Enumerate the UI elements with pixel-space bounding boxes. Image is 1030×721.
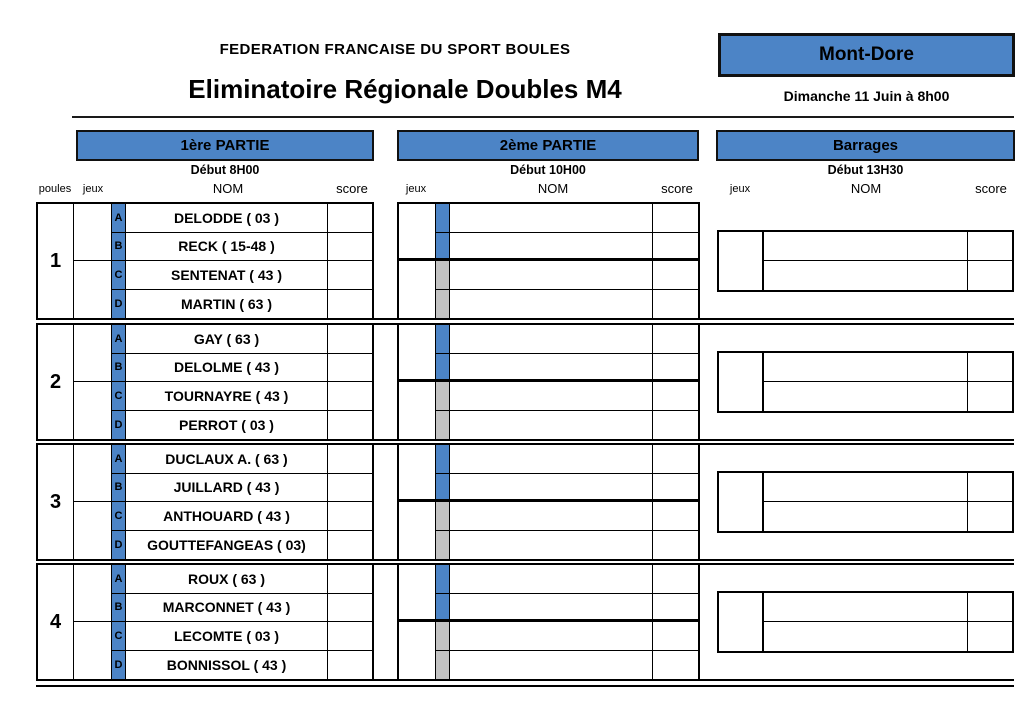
- player-name-cell: DELODDE ( 03 ): [126, 204, 328, 233]
- player-name-cell: DUCLAUX A. ( 63 ): [126, 445, 328, 474]
- name-cell-empty: [450, 411, 653, 440]
- score-cell: [328, 531, 372, 560]
- jeux-cell: [399, 204, 436, 261]
- jeux-cell: [399, 565, 436, 622]
- player-name-cell: BONNISSOL ( 43 ): [126, 651, 328, 680]
- strip-cell-gray: [436, 622, 450, 651]
- column-label-jeux-2: jeux: [405, 183, 427, 195]
- name-cell-empty: [450, 233, 653, 262]
- score-cell: [328, 354, 372, 383]
- jeux-cell: [719, 593, 764, 651]
- player-name-cell: LECOMTE ( 03 ): [126, 622, 328, 651]
- name-cell-empty: [764, 502, 968, 531]
- score-cell: [653, 622, 698, 651]
- jeux-cell: [74, 325, 112, 382]
- score-cell: [328, 651, 372, 680]
- header-divider-line: [72, 116, 1014, 118]
- poule-4-partie1-table: [36, 563, 374, 681]
- player-letter-cell: D: [112, 411, 126, 440]
- poule-number: 1: [38, 204, 74, 318]
- score-cell: [328, 594, 372, 623]
- jeux-cell: [74, 565, 112, 622]
- player-letter-cell: C: [112, 622, 126, 651]
- player-letter-cell: A: [112, 325, 126, 354]
- player-name-cell: JUILLARD ( 43 ): [126, 474, 328, 503]
- poule-1-partie1-table: [36, 202, 374, 320]
- name-cell-empty: [764, 382, 968, 411]
- poule-3-barrage-table: [717, 471, 1014, 533]
- score-cell: [968, 622, 1012, 651]
- name-cell-empty: [450, 651, 653, 680]
- score-cell: [653, 233, 698, 262]
- jeux-cell: [74, 261, 112, 318]
- poule-number: 3: [38, 445, 74, 559]
- player-name-cell: TOURNAYRE ( 43 ): [126, 382, 328, 411]
- player-name-cell: GOUTTEFANGEAS ( 03): [126, 531, 328, 560]
- strip-cell-blue: [436, 594, 450, 623]
- player-letter-cell: B: [112, 354, 126, 383]
- column-label-jeux-1: jeux: [82, 183, 104, 195]
- score-cell: [328, 382, 372, 411]
- name-cell-empty: [450, 502, 653, 531]
- player-letter-cell: A: [112, 445, 126, 474]
- event-datetime: Dimanche 11 Juin à 8h00: [783, 88, 950, 104]
- poule-2-partie1-table: [36, 323, 374, 441]
- score-cell: [328, 622, 372, 651]
- section-header-barrages: [716, 130, 1015, 161]
- player-name-cell: PERROT ( 03 ): [126, 411, 328, 440]
- player-letter-cell: D: [112, 651, 126, 680]
- score-cell: [653, 411, 698, 440]
- player-letter-cell: D: [112, 290, 126, 319]
- name-cell-empty: [450, 594, 653, 623]
- jeux-cell: [399, 325, 436, 382]
- jeux-cell: [719, 353, 764, 411]
- score-cell: [328, 502, 372, 531]
- name-cell-empty: [764, 232, 968, 261]
- poule-1-partie2-table: [397, 202, 700, 320]
- player-name-cell: ROUX ( 63 ): [126, 565, 328, 594]
- poule-4-barrage-table: [717, 591, 1014, 653]
- score-cell: [328, 474, 372, 503]
- column-label-score-2: score: [661, 181, 693, 196]
- player-name-cell: MARCONNET ( 43 ): [126, 594, 328, 623]
- name-cell-empty: [764, 622, 968, 651]
- score-cell: [653, 445, 698, 474]
- score-cell: [653, 204, 698, 233]
- location-label: Mont-Dore: [819, 44, 914, 65]
- score-cell: [968, 473, 1012, 502]
- start-time-barrages: Début 13H30: [827, 163, 904, 177]
- name-cell-empty: [450, 290, 653, 319]
- start-time-partie1: Début 8H00: [190, 163, 260, 177]
- poule-2-partie2-table: [397, 323, 700, 441]
- score-cell: [328, 325, 372, 354]
- strip-cell-blue: [436, 354, 450, 383]
- strip-cell-blue: [436, 445, 450, 474]
- jeux-cell: [74, 382, 112, 439]
- name-cell-empty: [764, 593, 968, 622]
- section-header-partie1: [76, 130, 374, 161]
- jeux-cell: [399, 261, 436, 318]
- column-label-nom-2: NOM: [537, 181, 569, 196]
- start-time-partie2: Début 10H00: [510, 163, 586, 177]
- strip-cell-gray: [436, 531, 450, 560]
- jeux-cell: [719, 232, 764, 290]
- player-letter-cell: A: [112, 565, 126, 594]
- section-title-partie2: 2ème PARTIE: [499, 137, 597, 154]
- strip-cell-gray: [436, 411, 450, 440]
- strip-cell-gray: [436, 261, 450, 290]
- score-cell: [653, 325, 698, 354]
- score-cell: [328, 233, 372, 262]
- jeux-cell: [399, 445, 436, 502]
- strip-cell-blue: [436, 474, 450, 503]
- federation-title: FEDERATION FRANCAISE DU SPORT BOULES: [219, 41, 571, 58]
- poule-number: 4: [38, 565, 74, 679]
- strip-cell-blue: [436, 325, 450, 354]
- score-cell: [653, 502, 698, 531]
- name-cell-empty: [450, 531, 653, 560]
- strip-cell-gray: [436, 502, 450, 531]
- column-label-nom-1: NOM: [212, 181, 244, 196]
- jeux-cell: [74, 445, 112, 502]
- poule-2-barrage-table: [717, 351, 1014, 413]
- score-cell: [968, 261, 1012, 290]
- poule-3-partie2-table: [397, 443, 700, 561]
- name-cell-empty: [764, 261, 968, 290]
- jeux-cell: [399, 502, 436, 559]
- player-letter-cell: D: [112, 531, 126, 560]
- score-cell: [653, 531, 698, 560]
- column-label-score-1: score: [336, 181, 368, 196]
- score-cell: [328, 565, 372, 594]
- jeux-cell: [399, 622, 436, 679]
- jeux-cell: [719, 473, 764, 531]
- score-cell: [968, 353, 1012, 382]
- location-box: [718, 33, 1015, 77]
- player-name-cell: MARTIN ( 63 ): [126, 290, 328, 319]
- jeux-cell: [74, 204, 112, 261]
- score-cell: [653, 354, 698, 383]
- player-letter-cell: C: [112, 382, 126, 411]
- player-letter-cell: B: [112, 594, 126, 623]
- score-cell: [968, 232, 1012, 261]
- section-title-barrages: Barrages: [832, 137, 899, 154]
- poule-4-partie2-table: [397, 563, 700, 681]
- name-cell-empty: [450, 204, 653, 233]
- name-cell-empty: [450, 325, 653, 354]
- score-cell: [653, 474, 698, 503]
- score-cell: [653, 261, 698, 290]
- column-label-poules: poules: [38, 183, 72, 195]
- score-cell: [328, 445, 372, 474]
- column-label-nom-3: NOM: [850, 181, 882, 196]
- column-label-jeux-3: jeux: [729, 183, 751, 195]
- name-cell-empty: [764, 473, 968, 502]
- strip-cell-gray: [436, 651, 450, 680]
- column-label-score-3: score: [975, 181, 1007, 196]
- score-cell: [328, 411, 372, 440]
- score-cell: [653, 290, 698, 319]
- score-cell: [653, 382, 698, 411]
- player-letter-cell: C: [112, 502, 126, 531]
- name-cell-empty: [450, 261, 653, 290]
- player-letter-cell: B: [112, 233, 126, 262]
- strip-cell-blue: [436, 204, 450, 233]
- name-cell-empty: [450, 354, 653, 383]
- section-header-partie2: [397, 130, 699, 161]
- name-cell-empty: [450, 565, 653, 594]
- strip-cell-blue: [436, 233, 450, 262]
- score-cell: [328, 204, 372, 233]
- score-cell: [328, 290, 372, 319]
- score-cell: [653, 565, 698, 594]
- player-name-cell: SENTENAT ( 43 ): [126, 261, 328, 290]
- score-cell: [968, 502, 1012, 531]
- name-cell-empty: [450, 382, 653, 411]
- score-cell: [968, 593, 1012, 622]
- score-cell: [968, 382, 1012, 411]
- strip-cell-gray: [436, 382, 450, 411]
- section-title-partie1: 1ère PARTIE: [180, 137, 270, 154]
- player-name-cell: DELOLME ( 43 ): [126, 354, 328, 383]
- jeux-cell: [74, 622, 112, 679]
- score-cell: [653, 651, 698, 680]
- name-cell-empty: [764, 353, 968, 382]
- page-title: Eliminatoire Régionale Doubles M4: [188, 74, 622, 104]
- player-name-cell: GAY ( 63 ): [126, 325, 328, 354]
- strip-cell-blue: [436, 565, 450, 594]
- strip-cell-gray: [436, 290, 450, 319]
- name-cell-empty: [450, 474, 653, 503]
- jeux-cell: [399, 382, 436, 439]
- player-letter-cell: A: [112, 204, 126, 233]
- name-cell-empty: [450, 622, 653, 651]
- player-name-cell: RECK ( 15-48 ): [126, 233, 328, 262]
- player-letter-cell: B: [112, 474, 126, 503]
- player-name-cell: ANTHOUARD ( 43 ): [126, 502, 328, 531]
- poule-1-barrage-table: [717, 230, 1014, 292]
- poule-number: 2: [38, 325, 74, 439]
- jeux-cell: [74, 502, 112, 559]
- score-cell: [328, 261, 372, 290]
- poule-3-partie1-table: [36, 443, 374, 561]
- player-letter-cell: C: [112, 261, 126, 290]
- score-cell: [653, 594, 698, 623]
- name-cell-empty: [450, 445, 653, 474]
